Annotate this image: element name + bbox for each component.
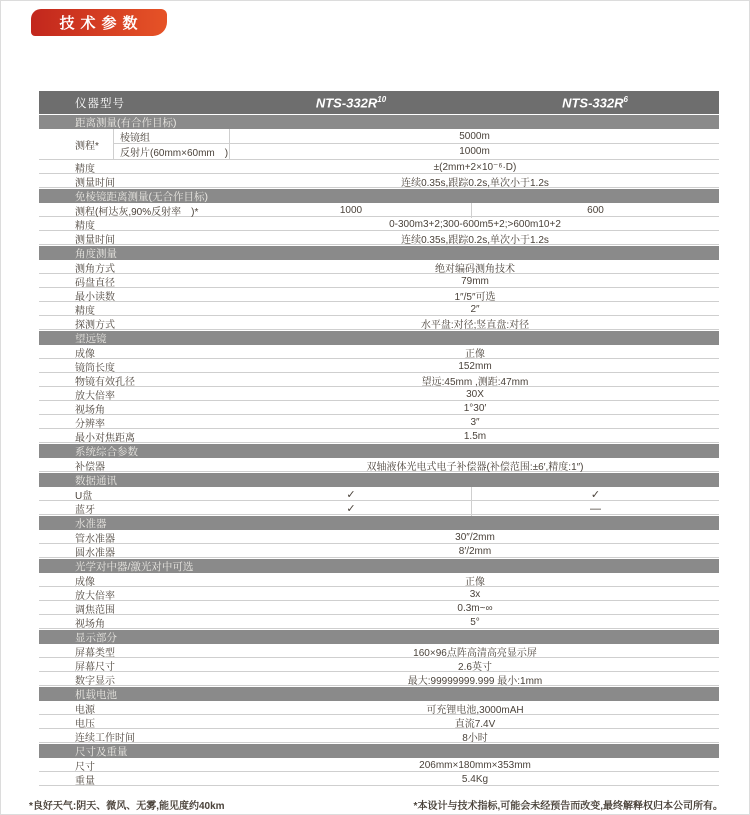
spec-row <box>39 601 719 615</box>
section-title: 数据通讯 <box>75 474 117 487</box>
spec-label: 分辨率 <box>75 419 105 430</box>
spec-label: 精度 <box>75 221 95 232</box>
check-icon: ✓ <box>346 503 356 515</box>
spec-value: 30″/2mm <box>455 532 495 543</box>
table-header-row <box>39 91 719 114</box>
spec-value: 1°30′ <box>463 403 487 414</box>
footnote-weather: *良好天气:阴天、微风、无雾,能见度约40km <box>29 801 225 812</box>
spec-row <box>39 387 719 401</box>
spec-label: 放大倍率 <box>75 591 115 602</box>
spec-label: 测量时间 <box>75 235 115 246</box>
section-header-size-weight <box>39 743 719 758</box>
spec-row <box>39 429 719 443</box>
spec-value: 正像 <box>465 577 485 588</box>
spec-label: 重量 <box>75 776 95 787</box>
section-title: 望远镜 <box>75 332 107 345</box>
spec-label: 最小对焦距离 <box>75 433 135 444</box>
spec-label: 数字显示 <box>75 676 115 687</box>
spec-table <box>39 91 719 786</box>
spec-label: 连续工作时间 <box>75 733 135 744</box>
spec-value: 79mm <box>461 276 489 287</box>
spec-value: 双轴液体光电式电子补偿器(补偿范围:±6′,精度:1″) <box>366 462 584 473</box>
spec-row <box>39 345 719 359</box>
spec-value: 2″ <box>470 304 480 315</box>
spec-value: 2.6英寸 <box>458 662 492 673</box>
spec-sublabel: 反射片(60mm×60mm ) <box>114 144 230 159</box>
spec-value-model2: 600 <box>471 203 719 218</box>
spec-row <box>39 544 719 558</box>
section-title: 光学对中器/激光对中可选 <box>75 560 194 573</box>
spec-label: 视场角 <box>75 619 105 630</box>
spec-value: 3″ <box>470 417 480 428</box>
spec-label: 放大倍率 <box>75 391 115 402</box>
spec-label: U盘 <box>75 491 93 502</box>
spec-value: 8小时 <box>462 733 488 744</box>
spec-label: 管水准器 <box>75 534 115 545</box>
spec-value: 0.3m~∞ <box>457 603 493 614</box>
spec-label: 镜筒长度 <box>75 363 115 374</box>
spec-label: 成像 <box>75 577 95 588</box>
spec-value: 连续0.35s,跟踪0.2s,单次小于1.2s <box>401 178 549 189</box>
section-title: 机载电池 <box>75 688 117 701</box>
spec-row <box>39 772 719 786</box>
model1-text: NTS-332R <box>315 95 378 111</box>
spec-row <box>39 231 719 245</box>
spec-label: 测量时间 <box>75 178 115 189</box>
spec-label: 测角方式 <box>75 264 115 275</box>
spec-row <box>39 672 719 686</box>
spec-row <box>39 217 719 231</box>
spec-label: 补偿器 <box>75 462 105 473</box>
spec-value: 206mm×180mm×353mm <box>419 760 531 771</box>
spec-row <box>39 174 719 188</box>
spec-label: 探测方式 <box>75 320 115 331</box>
section-title: 尺寸及重量 <box>75 745 128 758</box>
spec-label: 物镜有效孔径 <box>75 377 135 388</box>
section-title: 水准器 <box>75 517 107 530</box>
spec-value: 0-300m3+2;300-600m5+2;>600m10+2 <box>389 219 561 230</box>
spec-label: 调焦范围 <box>75 605 115 616</box>
footnote-disclaimer: *本设计与技术指标,可能会未经预告而改变,最终解释权归本公司所有。 <box>413 801 723 812</box>
model-name-332r6 <box>471 95 719 110</box>
range-subtable <box>114 129 719 159</box>
section-header-plummet <box>39 558 719 573</box>
spec-row <box>39 701 719 715</box>
dash-icon: — <box>471 501 719 516</box>
spec-row <box>39 573 719 587</box>
spec-row <box>39 715 719 729</box>
spec-label: 电源 <box>75 705 95 716</box>
spec-row <box>39 288 719 302</box>
section-title: 系统综合参数 <box>75 445 138 458</box>
range-subrow-prism <box>114 129 719 144</box>
spec-row-two-col <box>39 501 719 515</box>
spec-label: 测程(柯达灰,90%反射率 )* <box>75 207 199 218</box>
section-header-telescope <box>39 330 719 345</box>
spec-row <box>39 373 719 387</box>
badge-label: 技术参数 <box>59 15 144 32</box>
spec-value: 160×96点阵高清高亮显示屏 <box>413 648 537 659</box>
spec-row <box>39 316 719 330</box>
spec-row <box>39 615 719 629</box>
spec-label: 最小读数 <box>75 292 115 303</box>
spec-label: 精度 <box>75 164 95 175</box>
spec-value: 5.4Kg <box>461 774 489 785</box>
spec-label: 屏幕尺寸 <box>75 662 115 673</box>
spec-row <box>39 401 719 415</box>
spec-label: 蓝牙 <box>75 505 95 516</box>
section-header-display <box>39 629 719 644</box>
spec-sublabel: 棱镜组 <box>114 129 230 144</box>
spec-label: 尺寸 <box>75 762 95 773</box>
spec-label: 电压 <box>75 719 95 730</box>
spec-row-two-col <box>39 487 719 501</box>
spec-label: 码盘直径 <box>75 278 115 289</box>
spec-row <box>39 415 719 429</box>
spec-row <box>39 260 719 274</box>
range-subrow-sheet <box>114 144 719 159</box>
spec-value: ±(2mm+2×10⁻⁶·D) <box>433 162 517 173</box>
spec-value: 30X <box>466 389 484 400</box>
spec-value: 连续0.35s,跟踪0.2s,单次小于1.2s <box>401 235 549 246</box>
spec-row-range <box>39 129 719 160</box>
spec-row <box>39 302 719 316</box>
spec-value: 绝对编码测角技术 <box>435 264 515 275</box>
section-header-battery <box>39 686 719 701</box>
spec-row <box>39 160 719 174</box>
spec-value: 正像 <box>465 349 485 360</box>
section-header-level <box>39 515 719 530</box>
section-header-distance-prism <box>39 114 719 129</box>
check-icon: ✓ <box>471 487 719 502</box>
section-title: 角度测量 <box>75 247 117 260</box>
spec-row <box>39 729 719 743</box>
spec-label: 精度 <box>75 306 95 317</box>
spec-label: 屏幕类型 <box>75 648 115 659</box>
spec-value: 5000m <box>459 131 490 142</box>
section-header-reflectorless <box>39 188 719 203</box>
spec-row <box>39 644 719 658</box>
tech-params-badge <box>31 9 167 36</box>
spec-row <box>39 359 719 373</box>
spec-value: 1.5m <box>463 431 487 442</box>
spec-row <box>39 458 719 472</box>
spec-value: 3x <box>469 589 481 600</box>
spec-row <box>39 758 719 772</box>
section-header-angle <box>39 245 719 260</box>
section-title: 免棱镜距离测量(无合作目标) <box>75 190 208 203</box>
model-name-332r10 <box>231 95 471 110</box>
spec-row <box>39 530 719 544</box>
spec-value: 直流7.4V <box>454 719 496 730</box>
model-row-label: 仪器型号 <box>75 97 125 110</box>
spec-row <box>39 587 719 601</box>
check-icon: ✓ <box>346 489 356 501</box>
spec-value-model1: 1000 <box>339 205 363 216</box>
spec-value: 1000m <box>459 146 490 157</box>
spec-value: 水平盘:对径;竖直盘:对径 <box>420 320 530 331</box>
section-header-communication <box>39 472 719 487</box>
spec-value: 5° <box>470 617 480 628</box>
spec-value: 1″/5″可选 <box>454 292 496 303</box>
spec-value: 望远:45mm ,测距:47mm <box>421 377 529 388</box>
spec-row <box>39 274 719 288</box>
spec-label: 成像 <box>75 349 95 360</box>
spec-label: 圆水准器 <box>75 548 115 559</box>
model1-sup: 10 <box>377 94 387 104</box>
spec-value: 8′/2mm <box>458 546 492 557</box>
spec-row-two-col <box>39 203 719 217</box>
spec-label: 视场角 <box>75 405 105 416</box>
section-header-system <box>39 443 719 458</box>
spec-label: 测程* <box>39 129 114 159</box>
spec-value: 152mm <box>458 361 492 372</box>
model2-text: NTS-332R <box>562 95 624 111</box>
spec-value: 可充锂电池,3000mAH <box>426 705 524 716</box>
model2-sup: 6 <box>623 94 628 104</box>
spec-row <box>39 658 719 672</box>
section-title: 距离测量(有合作目标) <box>75 116 177 129</box>
spec-value: 最大:99999999.999 最小:1mm <box>407 676 543 687</box>
section-title: 显示部分 <box>75 631 117 644</box>
